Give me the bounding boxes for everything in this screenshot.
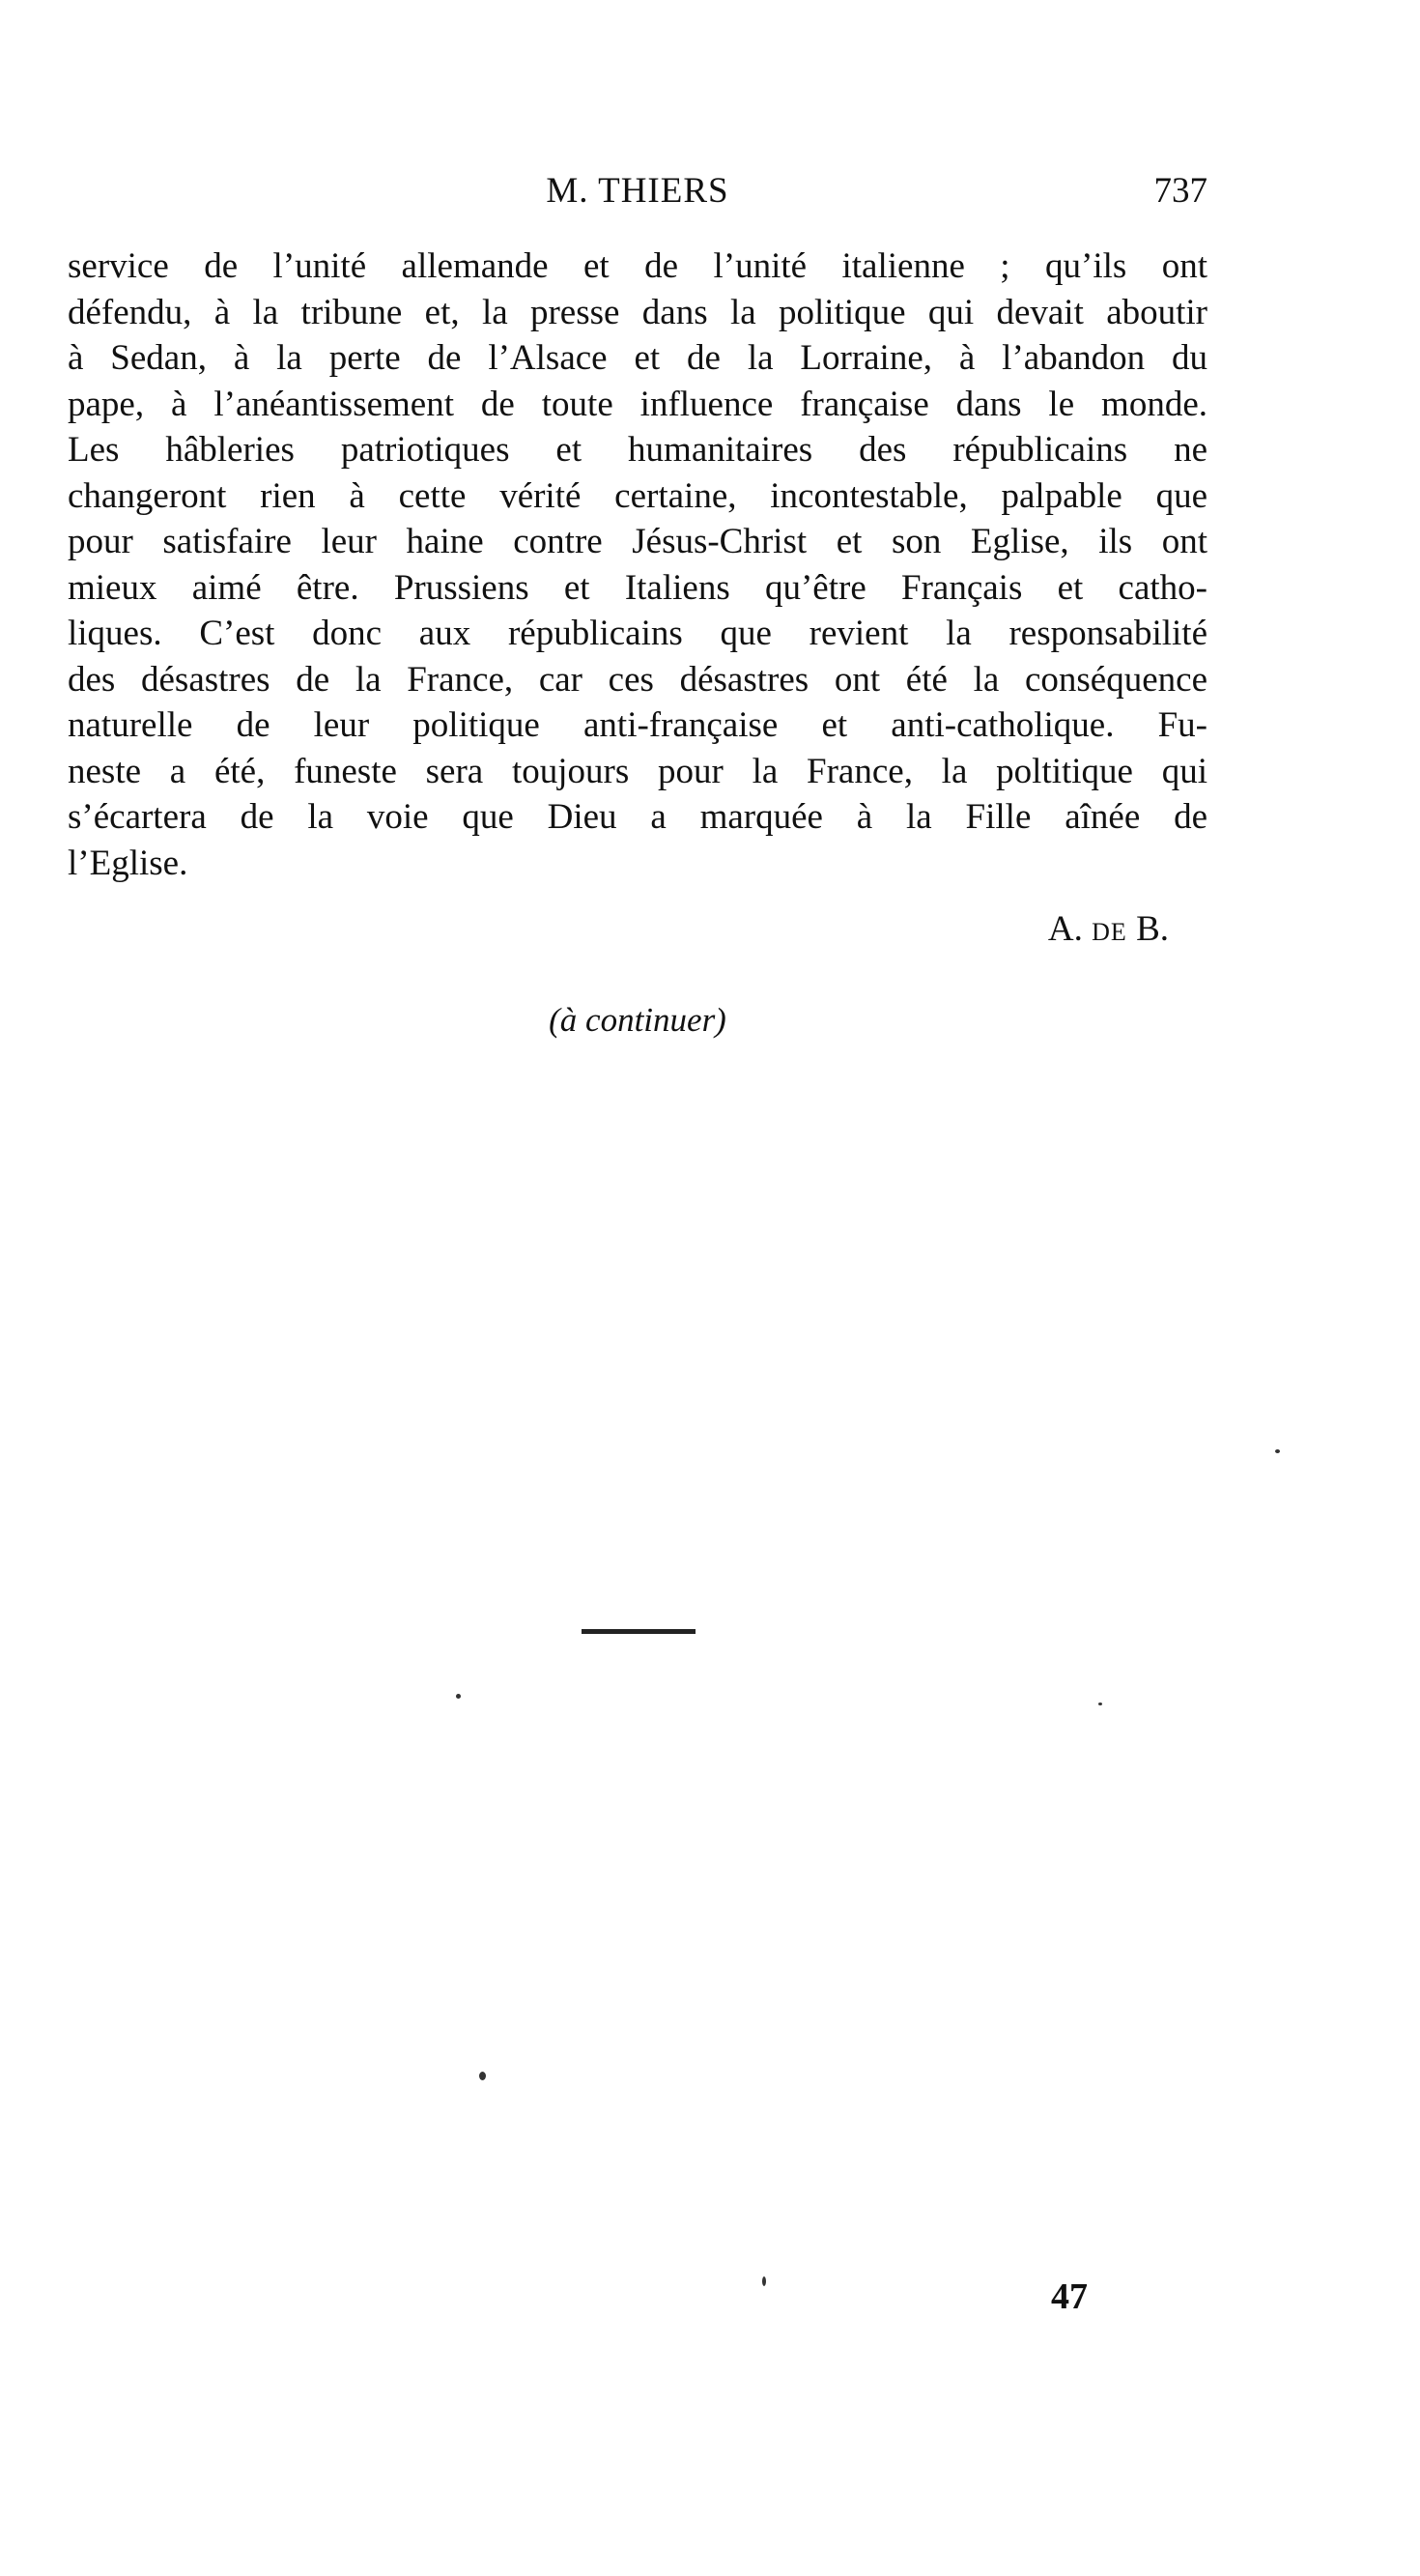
print-speck [762, 2276, 766, 2286]
text-line: des désastres de la France, car ces désastres ont été la conséquence [68, 659, 1207, 700]
signature-initial: A. [1047, 909, 1083, 949]
text-line: à Sedan, à la perte de l’Alsace et de la Lorraine, à l’abandon du [68, 338, 1207, 378]
text-line: défendu, à la tribune et, la presse dans la politique qui devait aboutir [68, 292, 1207, 332]
running-head [68, 170, 1207, 218]
section-rule [582, 1629, 696, 1634]
running-title: M. THIERS [546, 171, 729, 211]
print-speck [1275, 1449, 1280, 1453]
page-number: 737 [1153, 171, 1207, 211]
text-line: l’Eglise. [68, 843, 188, 883]
signature-name: B. [1136, 909, 1169, 949]
text-line: changeront rien à cette vérité certaine, incontestable, palpable que [68, 475, 1207, 516]
text-line: neste a été, funeste sera toujours pour la France, la poltitique qui [68, 751, 1207, 791]
text-line: pape, à l’anéantissement de toute influence française dans le monde. [68, 384, 1207, 424]
signature-particle: DE [1092, 918, 1127, 946]
text-line: liques. C’est donc aux républicains que revient la responsabilité [68, 614, 1207, 653]
text-line: s’écartera de la voie que Dieu a marquée à la Fille aînée de [68, 797, 1207, 837]
continued-label: (à continuer) [549, 1001, 726, 1039]
print-speck [479, 2072, 486, 2080]
body-paragraph [68, 243, 1207, 886]
author-signature [1048, 908, 1169, 950]
print-speck [456, 1694, 461, 1699]
text-line: Les hâbleries patriotiques et humanitaires des républicains ne [68, 430, 1207, 470]
text-line: mieux aimé être. Prussiens et Italiens qu’être Français et catho- [68, 567, 1207, 608]
text-line: naturelle de leur politique anti-française et anti-catholique. Fu- [68, 705, 1207, 745]
print-speck [1098, 1703, 1102, 1705]
printer-signature-mark: 47 [1051, 2276, 1088, 2317]
text-line: service de l’unité allemande et de l’unité italienne ; qu’ils ont [68, 246, 1207, 286]
text-line: pour satisfaire leur haine contre Jésus-Christ et son Eglise, ils ont [68, 522, 1207, 561]
